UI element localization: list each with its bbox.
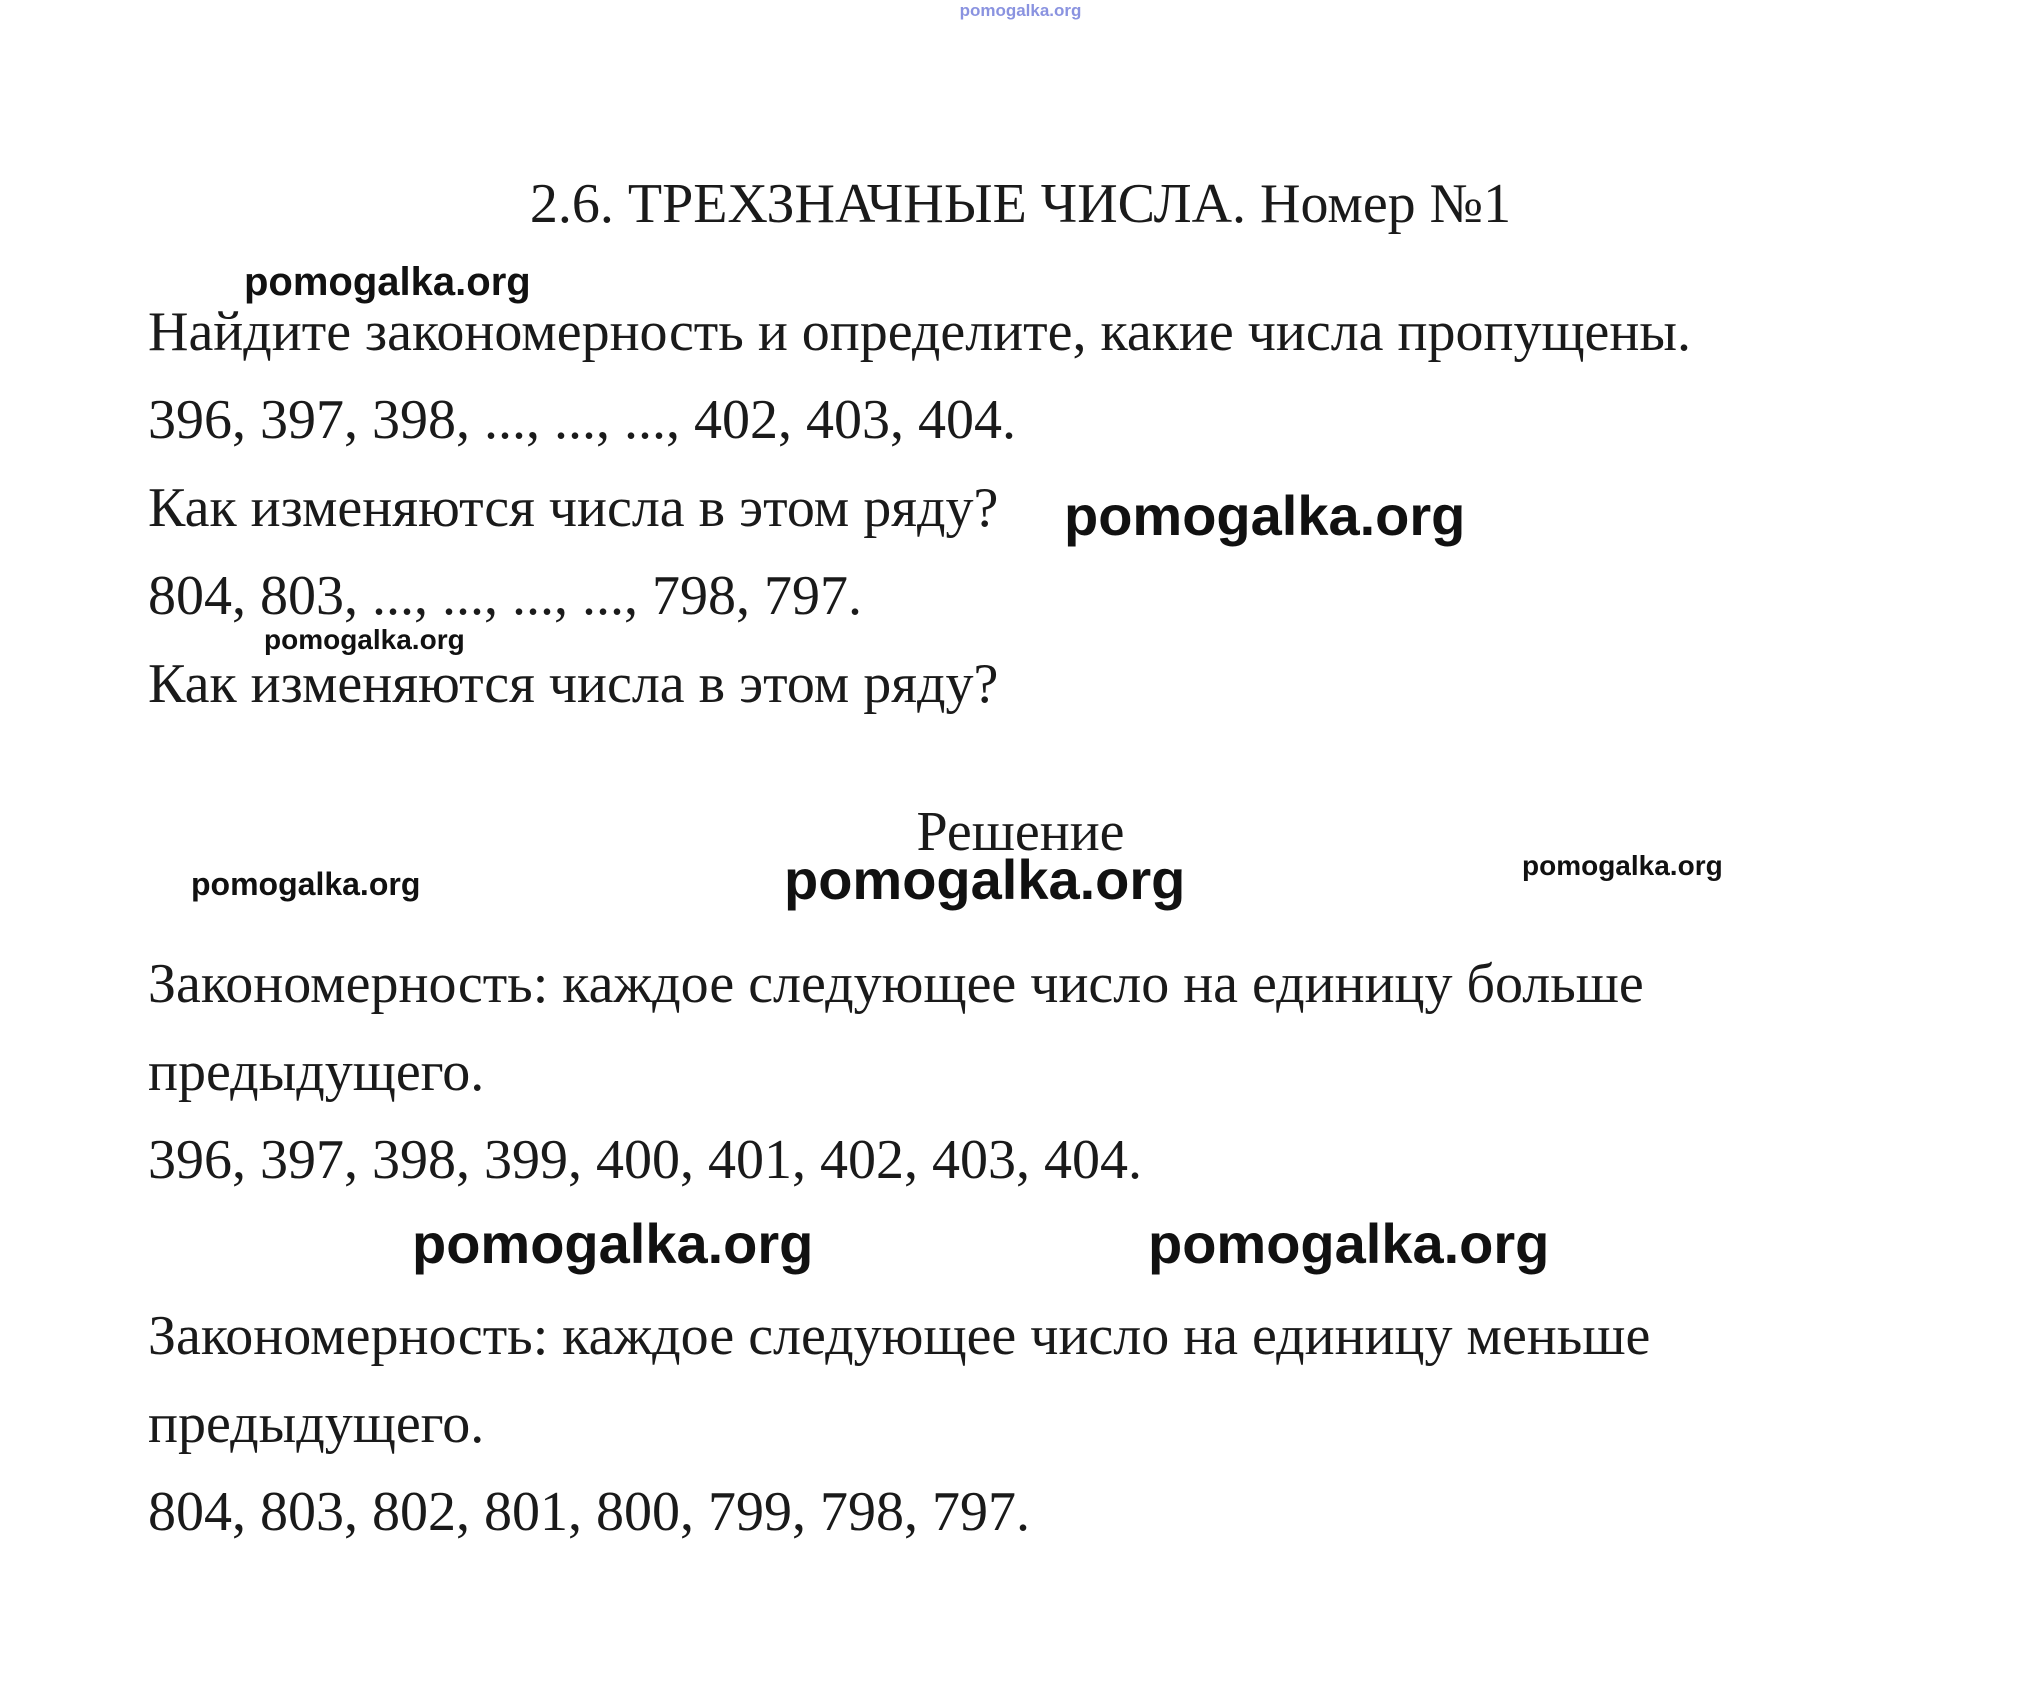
header-watermark: pomogalka.org <box>959 1 1082 20</box>
solution-heading: Решение <box>916 801 1125 863</box>
watermark-text: pomogalka.org <box>1522 850 1723 881</box>
watermark-text: pomogalka.org <box>191 866 421 902</box>
solution-pattern-1-line-1: Закономерность: каждое следующее число на единицу больше <box>148 953 1644 1015</box>
watermark-text: pomogalka.org <box>784 848 1186 911</box>
solution-answer-1: 396, 397, 398, 399, 400, 401, 402, 403, 404. <box>148 1129 1142 1191</box>
page-title: 2.6. ТРЕХЗНАЧНЫЕ ЧИСЛА. Номер №1 <box>529 173 1512 235</box>
solution-pattern-1-line-2: предыдущего. <box>148 1041 485 1103</box>
solution-pattern-2-line-1: Закономерность: каждое следующее число на единицу меньше <box>148 1305 1651 1367</box>
task-instruction: Найдите закономерность и определите, какие числа пропущены. <box>148 301 1692 363</box>
watermark-text: pomogalka.org <box>244 260 531 304</box>
task-sequence-2: 804, 803, ..., ..., ..., ..., 798, 797. <box>148 565 862 627</box>
task-question-2: Как изменяются числа в этом ряду? <box>148 653 999 715</box>
solution-answer-2: 804, 803, 802, 801, 800, 799, 798, 797. <box>148 1481 1030 1543</box>
task-sequence-1: 396, 397, 398, ..., ..., ..., 402, 403, 404. <box>148 389 1016 451</box>
task-question-1: Как изменяются числа в этом ряду? <box>148 477 999 539</box>
solution-pattern-2-line-2: предыдущего. <box>148 1393 485 1455</box>
watermark-text: pomogalka.org <box>1148 1212 1550 1275</box>
watermark-text: pomogalka.org <box>412 1212 814 1275</box>
watermark-text: pomogalka.org <box>1064 484 1466 547</box>
watermark-text: pomogalka.org <box>264 624 465 655</box>
